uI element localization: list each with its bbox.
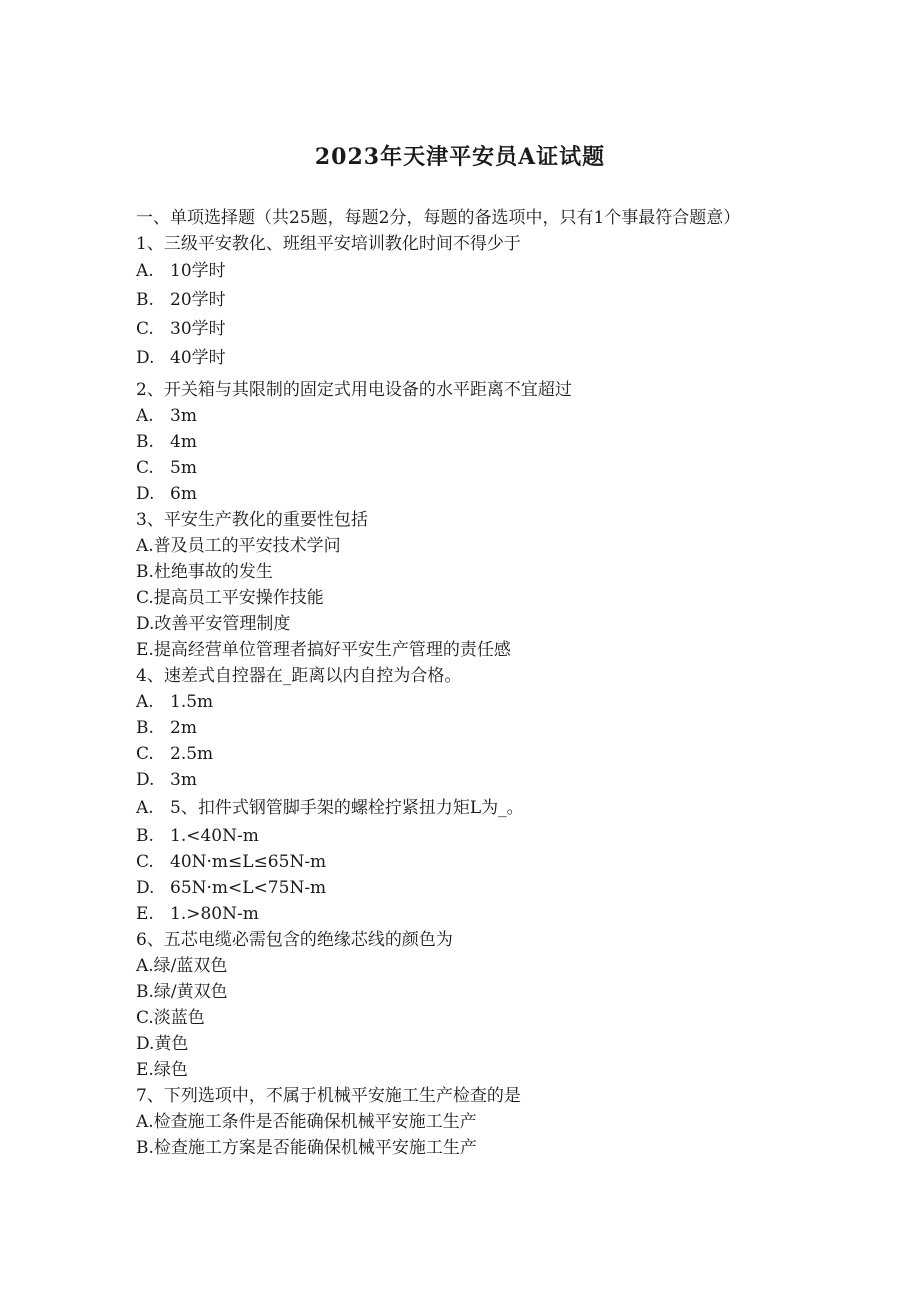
question-stem: 6、五芯电缆必需包含的绝缘芯线的颜色为 xyxy=(136,930,453,950)
option: C.淡蓝色 xyxy=(136,1008,205,1028)
option: D.改善平安管理制度 xyxy=(136,614,291,634)
question-stem: 3、平安生产教化的重要性包括 xyxy=(136,510,368,530)
question-5 xyxy=(136,793,796,927)
document-title: 2023年天津平安员A证试题 xyxy=(314,144,606,170)
option: B. 1.<40N-m xyxy=(136,826,259,846)
option: A.绿/蓝双色 xyxy=(136,956,228,976)
question-3 xyxy=(136,507,796,663)
option: E.绿色 xyxy=(136,1060,188,1080)
option: E. 1.>80N-m xyxy=(136,904,259,924)
option: D. 40学时 xyxy=(136,348,226,368)
option: A. 3m xyxy=(136,406,197,426)
option: D.黄色 xyxy=(136,1034,189,1054)
section-header: 一、单项选择题（共25题，每题2分，每题的备选项中，只有1个事最符合题意） xyxy=(136,208,741,228)
question-stem: A. 5、扣件式钢管脚手架的螺栓拧紧扭力矩L为_。 xyxy=(136,798,524,818)
option: B.杜绝事故的发生 xyxy=(136,562,273,582)
option: D. 3m xyxy=(136,770,197,790)
exam-content xyxy=(136,205,796,1161)
option: A. 1.5m xyxy=(136,692,214,712)
question-1 xyxy=(136,231,796,373)
option: B.绿/黄双色 xyxy=(136,982,228,1002)
option: A. 10学时 xyxy=(136,261,226,281)
option: C. 30学时 xyxy=(136,319,226,339)
question-7 xyxy=(136,1083,796,1161)
option: C. 2.5m xyxy=(136,744,214,764)
question-4 xyxy=(136,663,796,793)
option: D. 65N·m<L<75N-m xyxy=(136,878,327,898)
question-stem: 4、速差式自控器在_距离以内自控为合格。 xyxy=(136,666,462,686)
question-stem: 7、下列选项中，不属于机械平安施工生产检查的是 xyxy=(136,1086,521,1106)
question-stem: 2、开关箱与其限制的固定式用电设备的水平距离不宜超过 xyxy=(136,380,572,400)
question-6 xyxy=(136,927,796,1083)
option: B. 20学时 xyxy=(136,290,226,310)
option: A.检查施工条件是否能确保机械平安施工生产 xyxy=(136,1112,477,1132)
option: E.提高经营单位管理者搞好平安生产管理的责任感 xyxy=(136,640,511,660)
question-stem: 1、三级平安教化、班组平安培训教化时间不得少于 xyxy=(136,234,521,254)
option: A.普及员工的平安技术学问 xyxy=(136,536,341,556)
option: C. 5m xyxy=(136,458,197,478)
question-2 xyxy=(136,377,796,507)
option: B. 2m xyxy=(136,718,197,738)
option: C. 40N·m≤L≤65N-m xyxy=(136,852,327,872)
option: C.提高员工平安操作技能 xyxy=(136,588,324,608)
option: B.检查施工方案是否能确保机械平安施工生产 xyxy=(136,1138,477,1158)
option: B. 4m xyxy=(136,432,197,452)
option: D. 6m xyxy=(136,484,197,504)
